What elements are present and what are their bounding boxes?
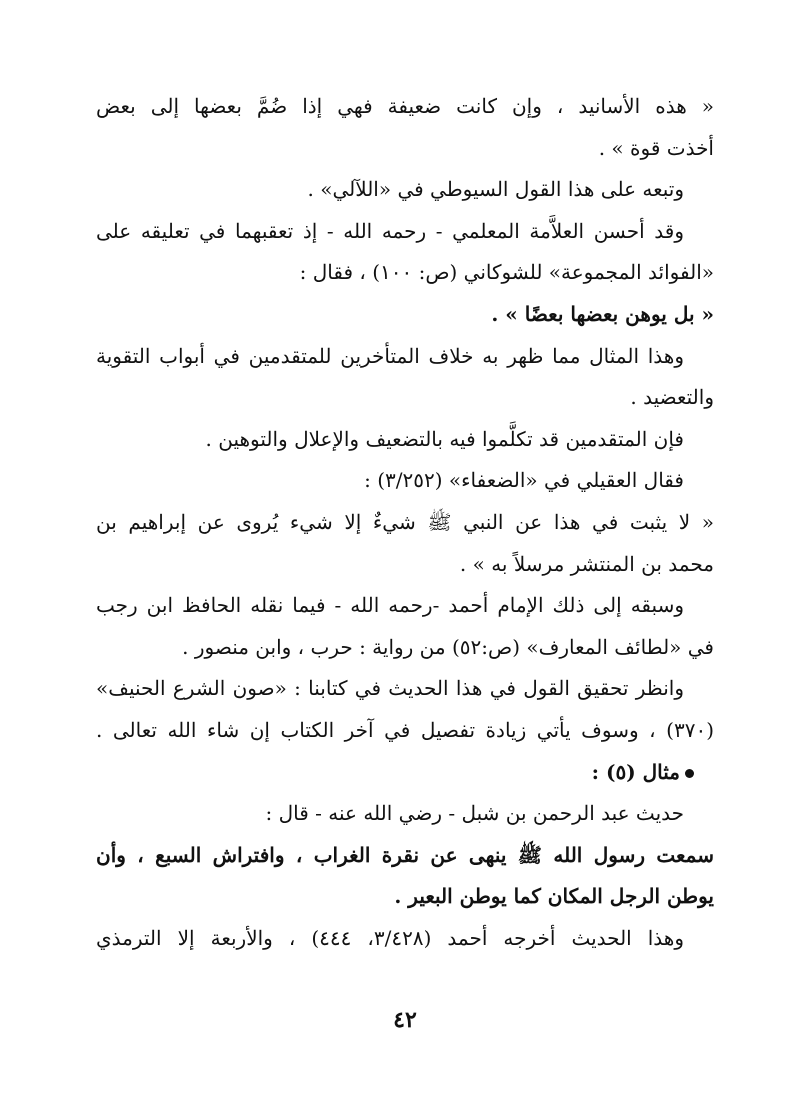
text-line: (٣٧٠) ، وسوف يأتي زيادة تفصيل في آخر الكتاب إن شاء الله تعالى .	[96, 717, 714, 742]
text-line: وسبقه إلى ذلك الإمام أحمد -رحمه الله - فيما نقله الحافظ ابن رجب	[96, 593, 684, 618]
text-line: فقال العقيلي في «الضعفاء» (٣/٢٥٢) :	[364, 468, 684, 493]
text-line: حديث عبد الرحمن بن شبل - رضي الله عنه - قال :	[265, 801, 684, 826]
text-line: وهذا الحديث أخرجه أحمد (٣/٤٢٨، ٤٤٤) ، والأربعة إلا الترمذي	[96, 925, 685, 950]
text-line: محمد بن المنتشر مرسلاً به » .	[459, 551, 714, 576]
bullet-icon	[685, 769, 694, 778]
section-heading-label: مثال (٥) :	[591, 759, 680, 784]
text-line: وانظر تحقيق القول في هذا الحديث في كتابنا : «صون الشرع الحنيف»	[96, 676, 684, 701]
text-line: وتبعه على هذا القول السيوطي في «اللآلي» .	[307, 177, 684, 202]
text-line: «الفوائد المجموعة» للشوكاني (ص: ١٠٠) ، فقال :	[299, 260, 714, 285]
quote-line: « لا يثبت في هذا عن النبي ﷺ شيءٌ إلا شيء يُروى عن إبراهيم بن	[96, 509, 714, 534]
body-text	[96, 86, 714, 959]
hadith-line: سمعت رسول الله ﷺ ينهى عن نقرة الغراب ، وافتراش السبع ، وأن	[96, 842, 714, 867]
text-line: « هذه الأسانيد ، وإن كانت ضعيفة فهي إذا ضُمَّ بعضها إلى بعض	[96, 94, 714, 118]
text-line: وقد أحسن العلاَّمة المعلمي - رحمه الله - إذ تعقبهما في تعليقه على	[96, 218, 684, 243]
hadith-line: يوطن الرجل المكان كما يوطن البعير .	[394, 884, 714, 909]
section-heading	[96, 752, 714, 794]
text-line: في «لطائف المعارف» (ص:٥٢) من رواية : حرب ، وابن منصور .	[182, 634, 714, 659]
text-line: والتعضيد .	[630, 385, 714, 410]
text-line: وهذا المثال مما ظهر به خلاف المتأخرين للمتقدمين في أبواب التقوية	[96, 343, 684, 368]
text-line: فإن المتقدمين قد تكلَّموا فيه بالتضعيف والإعلال والتوهين .	[205, 426, 684, 451]
page-number: ٤٢	[393, 1007, 417, 1033]
text-line: أخذت قوة » .	[598, 135, 714, 160]
quote-line: « بل يوهن بعضها بعضًا » .	[491, 301, 714, 326]
